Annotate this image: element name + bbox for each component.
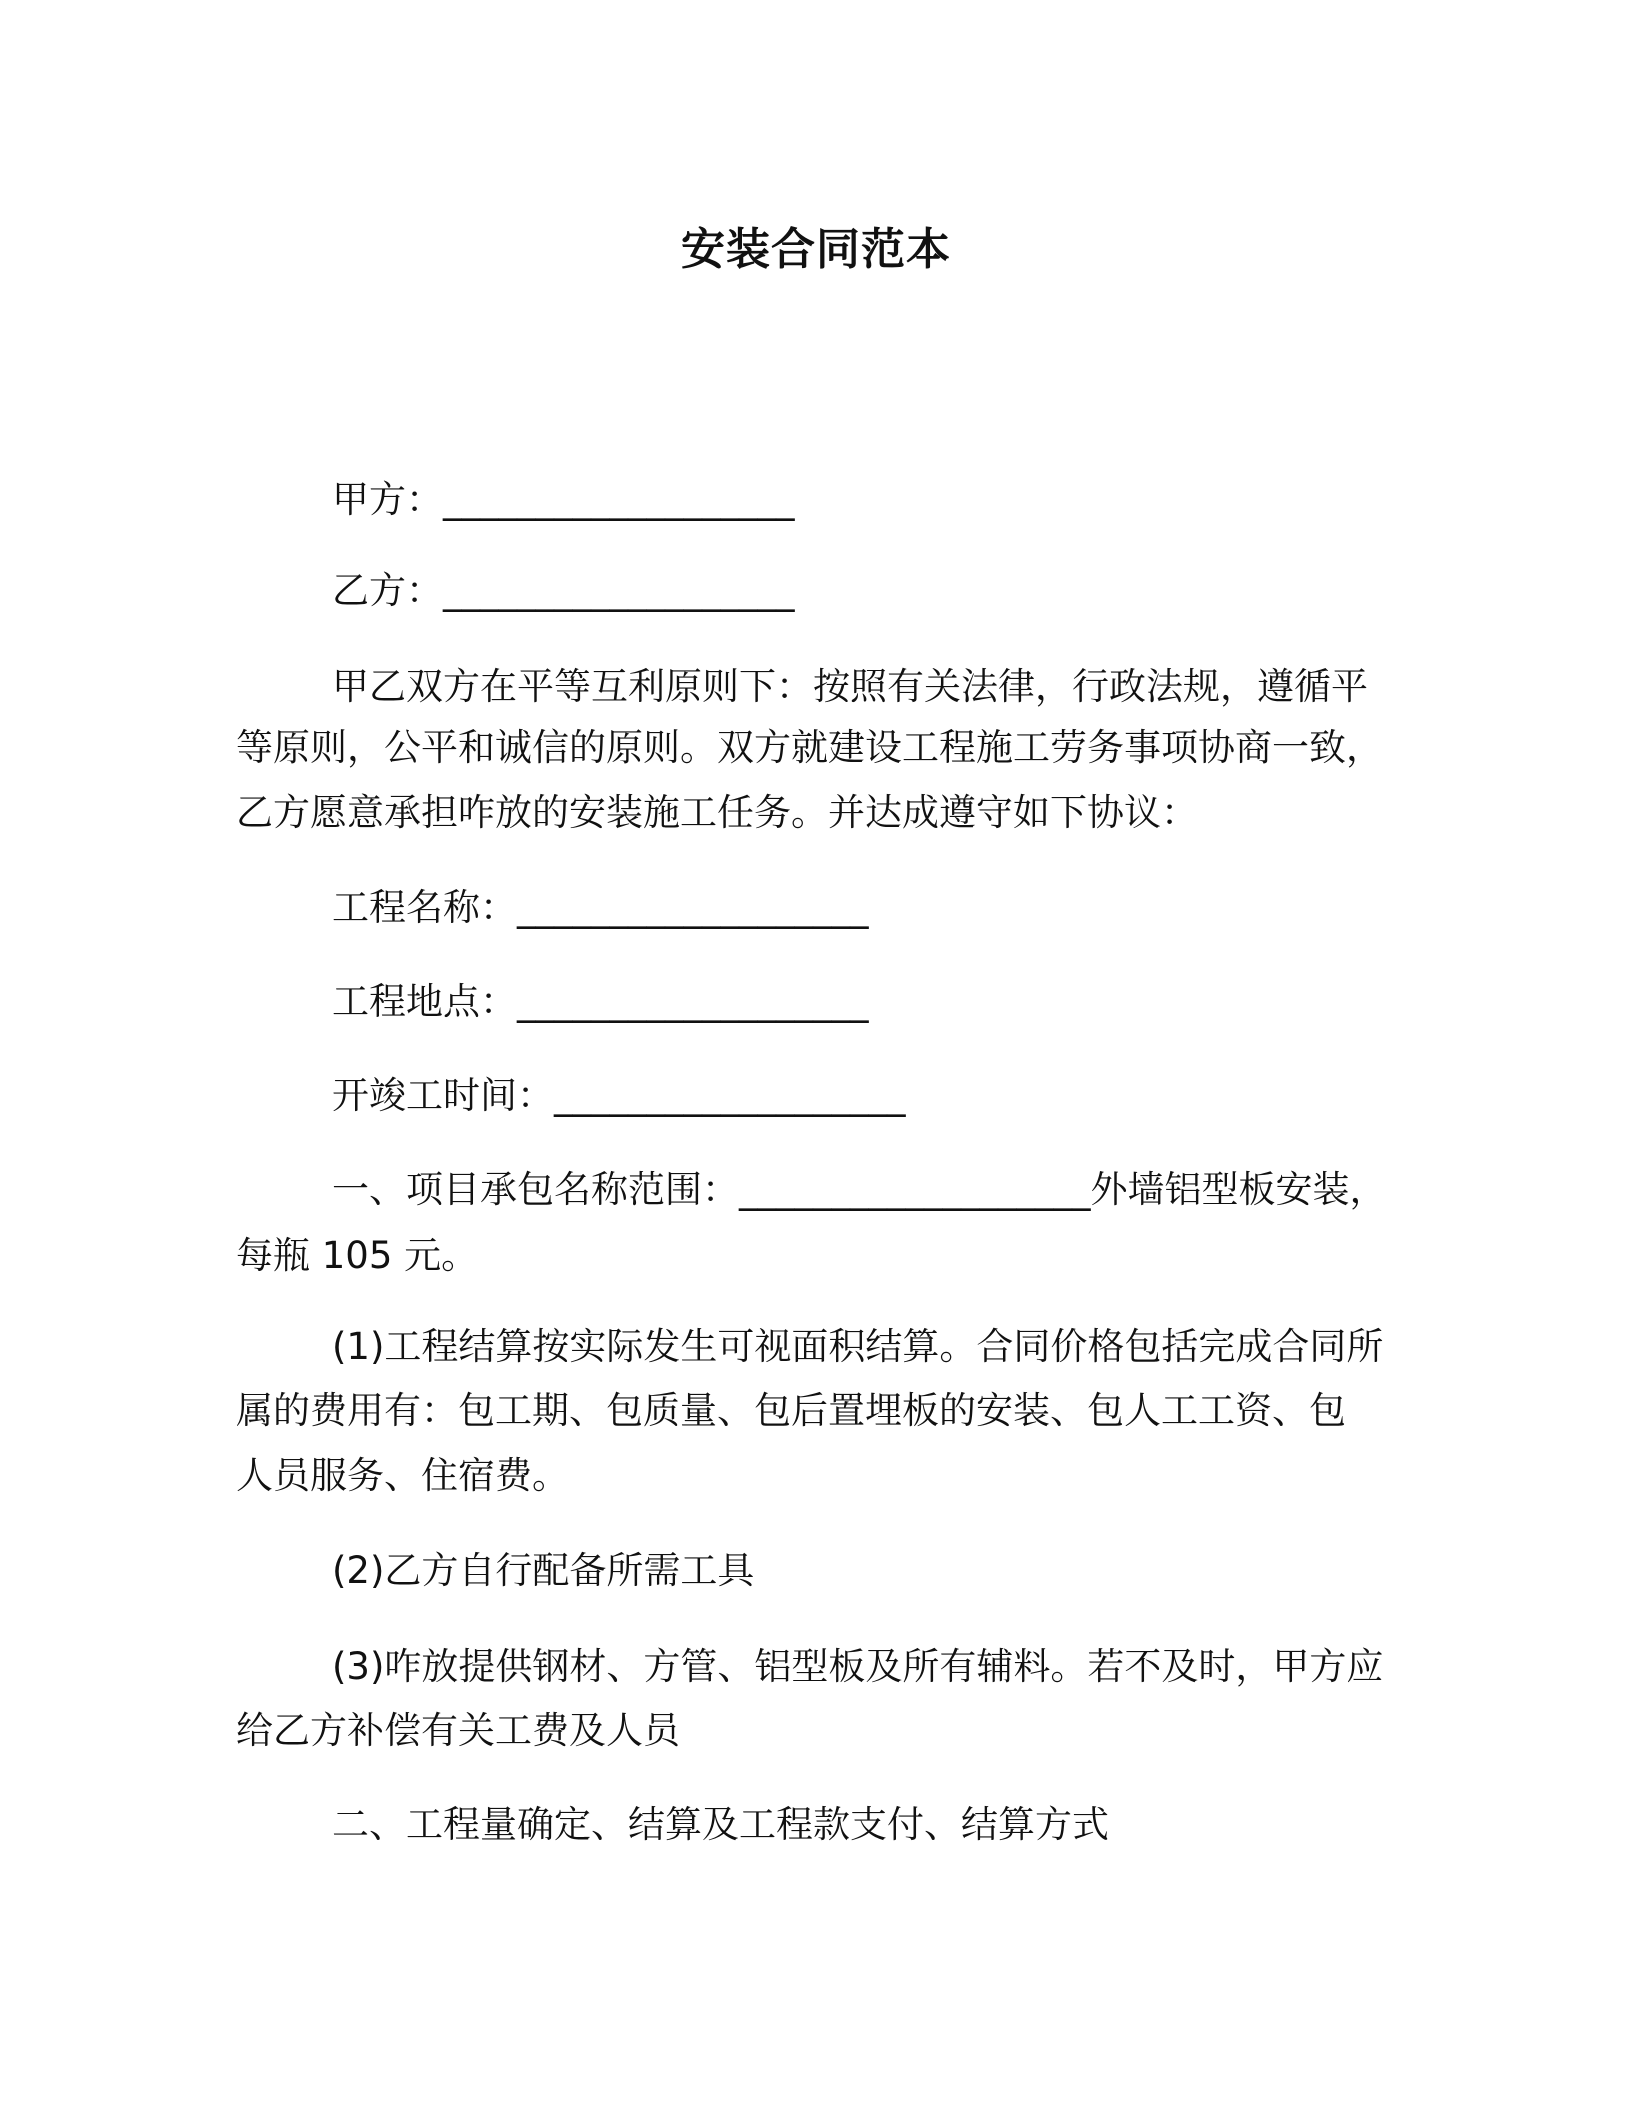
- clause-1-line-3: 人员服务、住宿费。: [236, 1454, 569, 1497]
- schedule-label: 开竣工时间：: [332, 1074, 554, 1117]
- project-location-blank: ___________________: [517, 980, 869, 1023]
- document-title: 安装合同范本: [681, 224, 951, 275]
- section-1-line-2: 每瓶 105 元。: [236, 1234, 479, 1277]
- party-b-line: [332, 566, 1492, 616]
- project-name-label: 工程名称：: [332, 886, 517, 929]
- project-location-line: [332, 977, 1492, 1027]
- section-1-suffix: 外墙铝型板安装，: [1090, 1168, 1387, 1211]
- party-a-blank: ___________________: [443, 478, 795, 521]
- section-1-blank: ___________________: [739, 1168, 1091, 1211]
- project-name-blank: ___________________: [517, 886, 869, 929]
- section-1-prefix: 一、项目承包名称范围：: [332, 1168, 739, 1211]
- project-name-line: [332, 883, 1492, 933]
- clause-3-line-2: 给乙方补偿有关工费及人员: [236, 1709, 680, 1752]
- party-a-line: [332, 475, 1492, 525]
- clause-1-line-1: (1)工程结算按实际发生可视面积结算。合同价格包括完成合同所: [332, 1325, 1384, 1368]
- schedule-line: [332, 1071, 1492, 1121]
- section-2-heading: 二、工程量确定、结算及工程款支付、结算方式: [332, 1803, 1109, 1846]
- party-b-blank: ___________________: [443, 569, 795, 612]
- project-location-label: 工程地点：: [332, 980, 517, 1023]
- clause-3-line-1: (3)咋放提供钢材、方管、铝型板及所有辅料。若不及时，甲方应: [332, 1645, 1384, 1688]
- clause-2-line-1: (2)乙方自行配备所需工具: [332, 1549, 755, 1592]
- section-1-line-1: [332, 1165, 1492, 1215]
- intro-line-1: 甲乙双方在平等互利原则下：按照有关法律，行政法规，遵循平: [332, 665, 1368, 708]
- intro-line-2: 等原则，公平和诚信的原则。双方就建设工程施工劳务事项协商一致，: [236, 726, 1383, 769]
- intro-line-3: 乙方愿意承担咋放的安装施工任务。并达成遵守如下协议：: [236, 791, 1198, 834]
- schedule-blank: ___________________: [554, 1074, 906, 1117]
- clause-1-line-2: 属的费用有：包工期、包质量、包后置埋板的安装、包人工工资、包: [236, 1389, 1346, 1432]
- party-a-label: 甲方：: [332, 478, 443, 521]
- party-b-label: 乙方：: [332, 569, 443, 612]
